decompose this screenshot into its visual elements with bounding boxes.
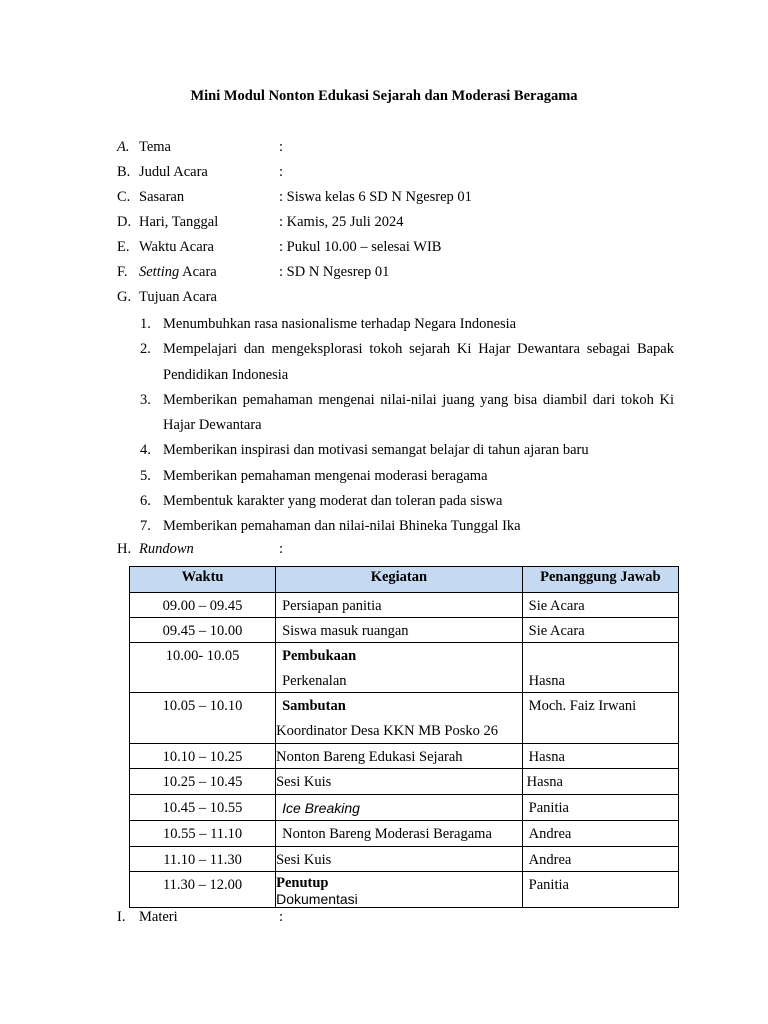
goal-text: Memberikan inspirasi dan motivasi semangat belajar di tahun ajaran baru bbox=[163, 442, 589, 459]
cell-activity bbox=[276, 693, 523, 744]
cell-time bbox=[130, 693, 276, 744]
cell-pic bbox=[522, 593, 678, 618]
cell-activity-heading: Sambutan bbox=[282, 698, 346, 714]
cell-pic bbox=[522, 769, 678, 795]
goals-list bbox=[140, 312, 674, 540]
document-title: Mini Modul Nonton Edukasi Sejarah dan Moderasi Beragama bbox=[190, 88, 578, 104]
goal-item bbox=[140, 514, 674, 539]
table-row bbox=[130, 872, 679, 908]
goal-item bbox=[140, 489, 674, 514]
cell-time-text: 10.05 – 10.10 bbox=[162, 698, 243, 714]
cell-pic-text: Panitia bbox=[528, 800, 569, 816]
cell-time bbox=[130, 847, 276, 872]
meta-value: : bbox=[279, 164, 284, 180]
cell-pic bbox=[522, 872, 678, 908]
cell-pic-text: Hasna bbox=[528, 749, 565, 765]
cell-activity-text: Sesi Kuis bbox=[276, 852, 332, 868]
cell-time-text: 10.00- 10.05 bbox=[165, 648, 240, 664]
goal-item bbox=[140, 438, 674, 463]
table-header-row bbox=[130, 567, 679, 593]
meta-letter: H. bbox=[117, 541, 132, 557]
table-row bbox=[130, 618, 679, 643]
cell-activity-text: Siswa masuk ruangan bbox=[282, 623, 409, 639]
cell-time bbox=[130, 643, 276, 693]
table-row bbox=[130, 643, 679, 693]
meta-letter: I. bbox=[117, 909, 126, 925]
cell-activity-subtext: Perkenalan bbox=[282, 673, 347, 689]
cell-activity-subtext: Dokumentasi bbox=[276, 891, 358, 907]
column-header-waktu: Waktu bbox=[130, 567, 276, 593]
cell-time bbox=[130, 795, 276, 821]
table-row bbox=[130, 847, 679, 872]
meta-value: : Kamis, 25 Juli 2024 bbox=[279, 214, 404, 230]
table-row bbox=[130, 593, 679, 618]
meta-label: Judul Acara bbox=[139, 164, 208, 180]
cell-pic-text: Hasna bbox=[526, 774, 563, 790]
meta-letter: C. bbox=[117, 189, 131, 205]
goal-text: Memberikan pemahaman mengenai nilai-nilai juang yang bisa diambil dari tokoh Ki Hajar Dewantara bbox=[163, 391, 674, 434]
rundown-table bbox=[129, 566, 679, 908]
cell-activity bbox=[276, 872, 523, 908]
cell-activity bbox=[276, 847, 523, 872]
meta-value: : SD N Ngesrep 01 bbox=[279, 264, 390, 280]
cell-activity-text: Persiapan panitia bbox=[282, 598, 382, 614]
meta-value: : bbox=[279, 541, 284, 557]
meta-label: Tema bbox=[139, 139, 171, 155]
cell-activity-heading: Penutup bbox=[276, 875, 329, 891]
cell-activity bbox=[276, 769, 523, 795]
meta-label-italic: Setting bbox=[139, 264, 180, 280]
cell-activity-subtext: Koordinator Desa KKN MB Posko 26 bbox=[276, 723, 499, 739]
cell-activity bbox=[276, 593, 523, 618]
cell-activity bbox=[276, 744, 523, 769]
cell-pic bbox=[522, 744, 678, 769]
cell-activity-text: Ice Breaking bbox=[282, 800, 360, 816]
meta-label: Waktu Acara bbox=[139, 239, 214, 255]
cell-pic bbox=[522, 847, 678, 872]
cell-pic-text: Panitia bbox=[528, 877, 569, 893]
table-row bbox=[130, 821, 679, 847]
cell-pic-text: Sie Acara bbox=[528, 598, 585, 614]
goal-text: Menumbuhkan rasa nasionalisme terhadap Negara Indonesia bbox=[163, 316, 517, 332]
meta-letter: B. bbox=[117, 164, 131, 180]
table-row bbox=[130, 769, 679, 795]
goal-number: 7. bbox=[140, 518, 151, 535]
goal-number: 6. bbox=[140, 493, 151, 510]
cell-time bbox=[130, 593, 276, 618]
cell-activity-text: Nonton Bareng Moderasi Beragama bbox=[282, 826, 492, 842]
goal-text: Mempelajari dan mengeksplorasi tokoh sejarah Ki Hajar Dewantara sebagai Bapak Pendidikan Indonesia bbox=[163, 341, 674, 383]
goal-text: Membentuk karakter yang moderat dan toleran pada siswa bbox=[163, 493, 503, 510]
cell-time bbox=[130, 872, 276, 908]
cell-pic-text: Sie Acara bbox=[528, 623, 585, 639]
meta-value: : Siswa kelas 6 SD N Ngesrep 01 bbox=[279, 189, 472, 205]
cell-time-text: 11.30 – 12.00 bbox=[162, 877, 243, 893]
meta-label bbox=[139, 262, 217, 282]
meta-label: Materi bbox=[139, 909, 178, 925]
meta-value: : bbox=[279, 909, 284, 925]
cell-activity-text: Sesi Kuis bbox=[276, 774, 332, 790]
meta-letter: G. bbox=[117, 289, 132, 305]
cell-pic-text: Andrea bbox=[528, 852, 572, 868]
cell-time bbox=[130, 769, 276, 795]
meta-label: Rundown bbox=[139, 541, 194, 557]
cell-pic bbox=[522, 618, 678, 643]
meta-label: Hari, Tanggal bbox=[139, 214, 219, 230]
cell-activity bbox=[276, 795, 523, 821]
goal-number: 1. bbox=[140, 316, 151, 332]
column-header-kegiatan: Kegiatan bbox=[276, 567, 523, 593]
cell-time bbox=[130, 744, 276, 769]
column-header-penanggung-jawab: Penanggung Jawab bbox=[522, 567, 678, 593]
cell-pic-text: Andrea bbox=[528, 826, 572, 842]
meta-letter: D. bbox=[117, 214, 132, 230]
goal-text: Memberikan pemahaman dan nilai-nilai Bhineka Tunggal Ika bbox=[163, 518, 521, 535]
goal-number: 2. bbox=[140, 341, 151, 358]
meta-letter: F. bbox=[117, 264, 128, 280]
goal-item bbox=[140, 388, 674, 439]
meta-value: : Pukul 10.00 – selesai WIB bbox=[279, 239, 442, 255]
cell-pic bbox=[522, 821, 678, 847]
meta-letter: E. bbox=[117, 239, 130, 255]
cell-time-text: 09.00 – 09.45 bbox=[162, 598, 243, 614]
cell-time-text: 10.10 – 10.25 bbox=[162, 749, 243, 765]
goal-item bbox=[140, 312, 674, 337]
goal-text: Memberikan pemahaman mengenai moderasi beragama bbox=[163, 467, 488, 484]
cell-time bbox=[130, 618, 276, 643]
meta-letter: A. bbox=[117, 139, 130, 155]
goal-item bbox=[140, 464, 674, 489]
cell-pic bbox=[522, 693, 678, 744]
cell-activity-heading: Pembukaan bbox=[282, 648, 357, 664]
cell-pic bbox=[522, 795, 678, 821]
meta-label: Tujuan Acara bbox=[139, 289, 217, 305]
cell-time-text: 11.10 – 11.30 bbox=[163, 852, 242, 868]
cell-time bbox=[130, 821, 276, 847]
cell-time-text: 10.55 – 11.10 bbox=[162, 826, 243, 842]
cell-activity-text: Nonton Bareng Edukasi Sejarah bbox=[276, 749, 463, 765]
meta-value: : bbox=[279, 139, 284, 155]
cell-activity bbox=[276, 618, 523, 643]
cell-pic-text: Moch. Faiz Irwani bbox=[528, 698, 637, 714]
cell-time-text: 10.25 – 10.45 bbox=[162, 774, 243, 790]
cell-pic-text: Hasna bbox=[528, 673, 565, 689]
goal-number: 5. bbox=[140, 467, 151, 484]
table-row bbox=[130, 693, 679, 744]
table-row bbox=[130, 744, 679, 769]
cell-activity bbox=[276, 821, 523, 847]
cell-time-text: 09.45 – 10.00 bbox=[162, 623, 243, 639]
cell-activity bbox=[276, 643, 523, 693]
goal-number: 4. bbox=[140, 442, 151, 459]
goal-number: 3. bbox=[140, 391, 151, 408]
meta-label-rest: Acara bbox=[179, 264, 217, 280]
meta-label: Sasaran bbox=[139, 189, 185, 205]
cell-time-text: 10.45 – 10.55 bbox=[162, 800, 243, 816]
goal-item bbox=[140, 337, 674, 388]
table-row bbox=[130, 795, 679, 821]
cell-pic bbox=[522, 643, 678, 693]
